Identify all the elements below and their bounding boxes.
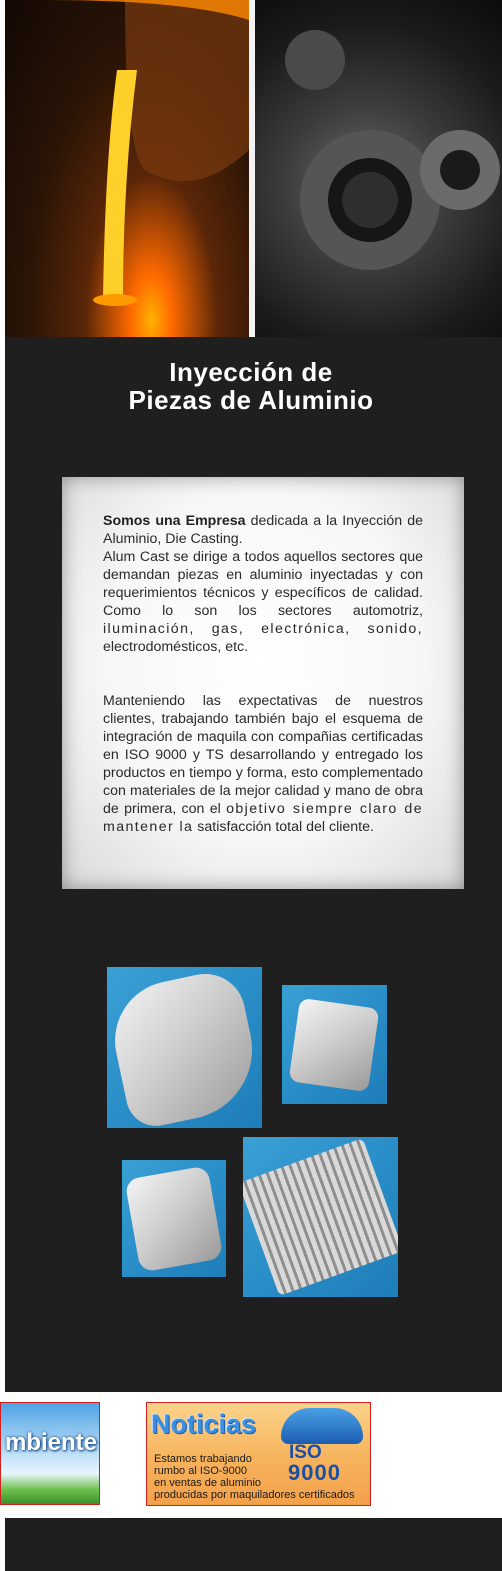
footer-panel: [5, 1518, 502, 1571]
intro-bold-lead: Somos una Empresa: [103, 513, 246, 529]
iso-badge-label: ISO: [289, 1442, 322, 1463]
intro-sentence-1: dedicada a la Inyección de Aluminio, Die Casting.: [103, 513, 423, 547]
commitment-end: satisfacción total del cliente.: [197, 819, 374, 835]
noticias-title: Noticias: [151, 1409, 257, 1439]
title-line-1: Inyección de: [169, 357, 333, 387]
noticias-text: [154, 1453, 368, 1501]
intro-sentence-2: Alum Cast se dirige a todos aquellos sectores que demandan piezas en aluminio inyectadas y con requerimientos técnicos y específicos de calidad. Como lo son los sectores automotriz,: [103, 549, 423, 619]
ambiente-banner[interactable]: [0, 1402, 100, 1505]
noticias-line: producidas por maquiladores certificados: [154, 1489, 355, 1501]
intro-sentence-2-end: electrodomésticos, etc.: [103, 639, 249, 655]
intro-sentence-2-spaced: iluminación, gas, electrónica, sonido,: [103, 621, 423, 637]
aluminum-castings-photo: [255, 0, 502, 337]
noticias-line: en ventas de aluminio: [154, 1477, 262, 1489]
ambiente-banner-label: mbiente: [4, 1429, 97, 1456]
iso-arrows-icon: [281, 1408, 363, 1444]
commitment-text: Manteniendo las expectativas de nuestros clientes, trabajando también bajo el esquema de integración de maquila con compañias certificadas en ISO 9000 y TS desarrollando y entregado los productos en tiempo y forma, esto complementado con materiales de la mejor calidad y mano de obra de primera, con el: [103, 693, 423, 817]
product-photo-housing: [282, 985, 387, 1104]
iso-badge-number: 9000: [288, 1460, 341, 1485]
product-photo-heatsink: [243, 1137, 398, 1297]
product-photo-cover: [107, 967, 262, 1128]
noticias-banner[interactable]: [146, 1402, 371, 1506]
commitment-paragraph: [103, 692, 423, 836]
noticias-line: rumbo al ISO-9000: [154, 1465, 247, 1477]
product-photo-bracket: [122, 1160, 226, 1277]
noticias-line: Estamos trabajando: [154, 1453, 252, 1465]
title-line-2: Piezas de Aluminio: [128, 385, 374, 415]
commitment-spaced: objetivo siempre claro de mantener la: [103, 801, 423, 835]
intro-paragraph: [103, 512, 423, 656]
molten-aluminum-photo: [5, 0, 249, 337]
page-title: [5, 358, 497, 414]
